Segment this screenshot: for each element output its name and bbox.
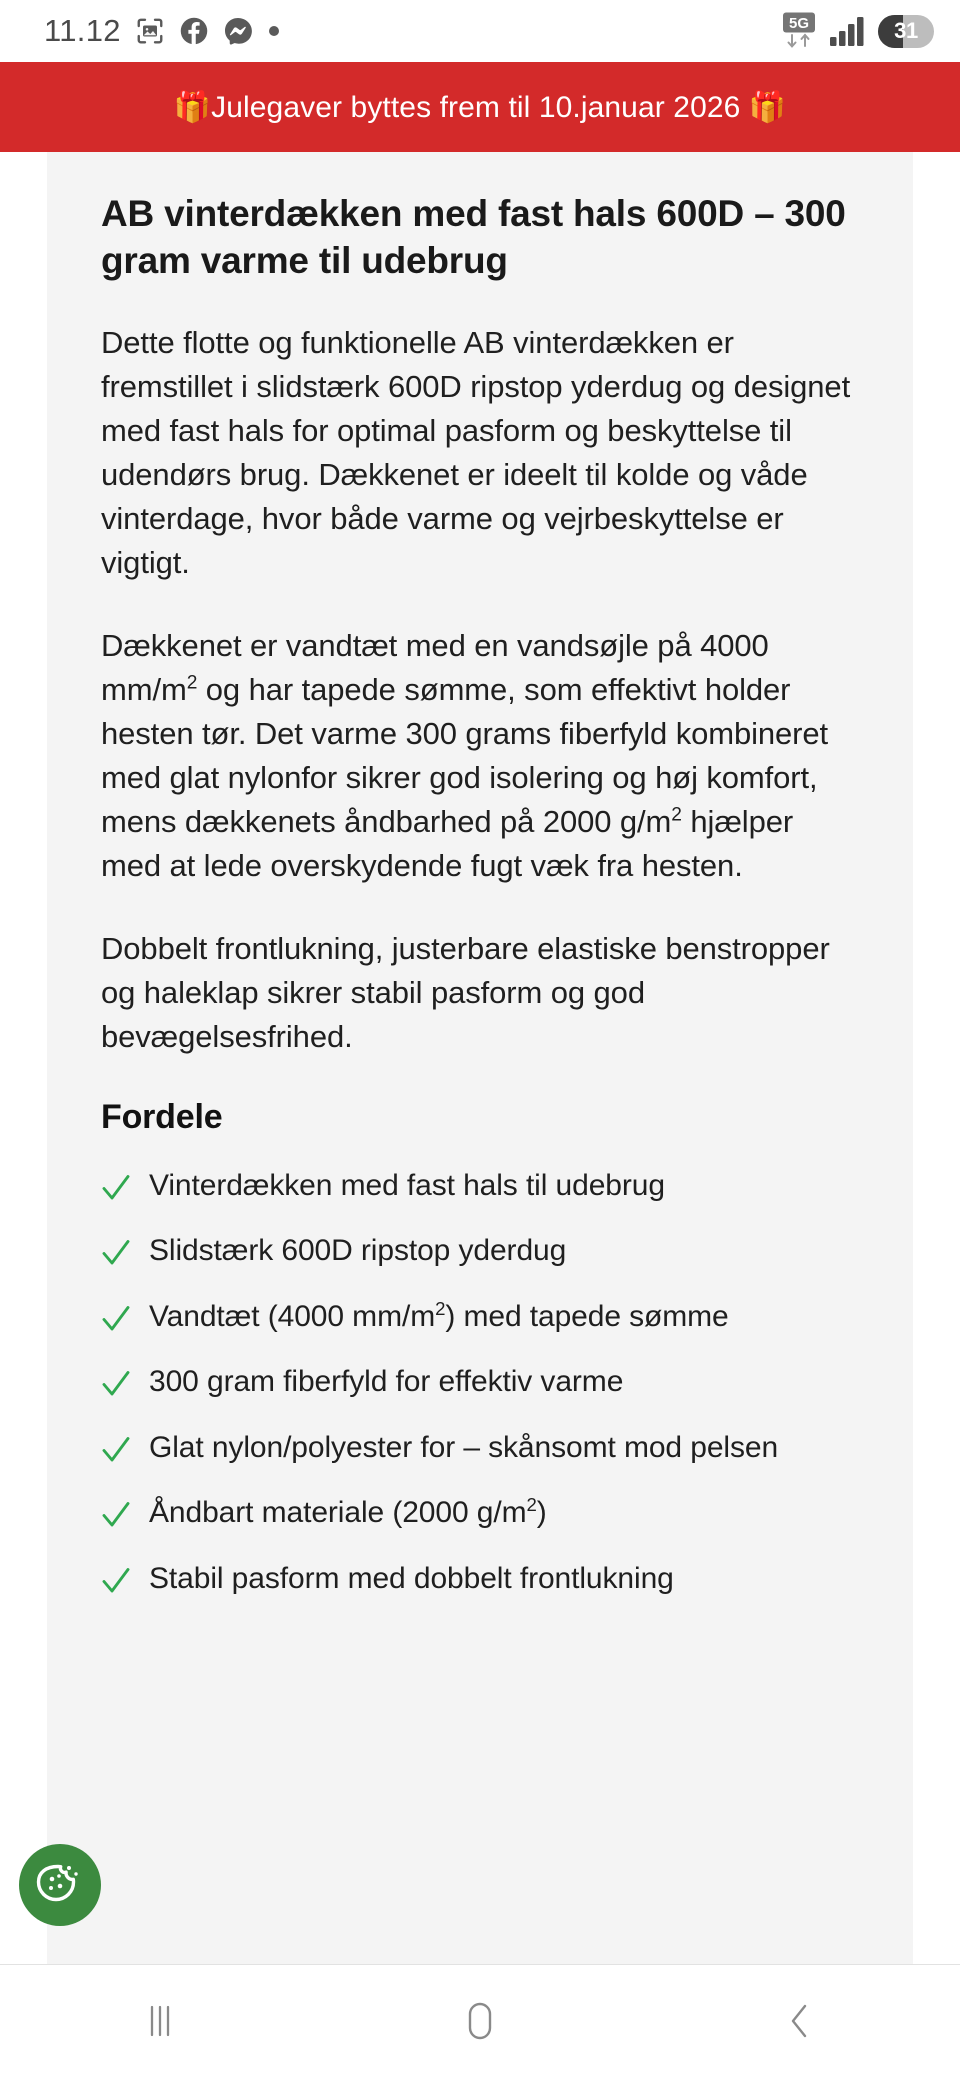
benefit-item (101, 1363, 859, 1401)
battery-level-label: 31 (894, 18, 918, 43)
facebook-icon (179, 16, 209, 46)
benefit-item (101, 1560, 859, 1598)
check-icon (101, 1170, 131, 1204)
benefit-label: 300 gram fiberfyld for effektiv varme (149, 1365, 624, 1399)
android-navigation-bar (0, 1964, 960, 2080)
signal-bars-icon (829, 15, 867, 47)
messenger-icon (223, 16, 253, 46)
product-paragraph-2: Dækkenet er vandtæt med en vandsøjle på 4000 $mm/m^2$ og har tapede sømme, som effektivt holder hesten tør. Det varme 300 grams fiberfyld kombineret med glat nylonfor sikrer god isolering og høj komfort, mens dækkenets åndbarhed på 2000 $g/m^2$ hjælper med at lede overskydende fugt væk fra hesten. (101, 627, 829, 883)
benefit-item (101, 1429, 859, 1467)
home-icon (458, 1997, 502, 2048)
screenshot-icon (135, 16, 165, 46)
benefit-label: Glat nylon/polyester for – skånsomt mod pelsen (149, 1430, 779, 1464)
recents-button[interactable] (80, 1965, 240, 2080)
home-button[interactable] (400, 1965, 560, 2080)
battery-icon (878, 15, 934, 48)
product-description-card (47, 152, 913, 1964)
benefits-list (101, 1167, 859, 1598)
back-icon (780, 1998, 820, 2047)
check-icon (101, 1432, 131, 1466)
benefit-label: Vandtæt (4000 $mm/m^2$) med tapede sømme (149, 1297, 729, 1333)
benefit-label: Stabil pasform med dobbelt frontlukning (149, 1561, 674, 1595)
status-bar-left (44, 13, 281, 49)
status-bar (0, 0, 960, 62)
benefit-label: Slidstærk 600D ripstop yderdug (149, 1234, 567, 1268)
product-paragraph-1: Dette flotte og funktionelle AB vinterdækken er fremstillet i slidstærk 600D ripstop yderdug og designet med fast hals for optimal pasform og beskyttelse til udendørs brug. Dækkenet er ideelt til kolde og våde vinterdage, hvor både varme og vejrbeskyttelse er vigtigt. (101, 324, 851, 580)
benefit-label: Åndbart materiale (2000 $g/m^2$) (149, 1494, 547, 1530)
benefit-item (101, 1298, 859, 1336)
promo-banner-text: 🎁Julegaver byttes frem til 10.januar 2026 🎁 (173, 90, 787, 124)
cookie-settings-button[interactable] (19, 1844, 101, 1926)
promo-banner[interactable] (0, 62, 960, 152)
check-icon (101, 1497, 131, 1531)
check-icon (101, 1563, 131, 1597)
page-scroll-area[interactable] (0, 152, 960, 1964)
benefit-label: Vinterdækken med fast hals til udebrug (149, 1168, 665, 1202)
benefit-item (101, 1494, 859, 1532)
5g-data-icon (780, 11, 818, 51)
check-icon (101, 1235, 131, 1269)
status-bar-clock: 11.12 (44, 13, 121, 48)
product-title: AB vinterdækken med fast hals 600D – 300 gram varme til udebrug (101, 193, 846, 282)
benefits-heading: Fordele (101, 1097, 223, 1136)
cookie-icon (35, 1859, 85, 1912)
recents-icon (140, 1999, 180, 2046)
product-paragraph-3: Dobbelt frontlukning, justerbare elastiske benstropper og haleklap sikrer stabil pasform og god bevægelsesfrihed. (101, 930, 830, 1054)
back-button[interactable] (720, 1965, 880, 2080)
check-icon (101, 1301, 131, 1335)
benefit-item (101, 1232, 859, 1270)
svg-text:5G: 5G (788, 15, 810, 32)
benefit-item (101, 1167, 859, 1205)
check-icon (101, 1366, 131, 1400)
status-bar-right (780, 11, 934, 51)
dot-icon (267, 24, 281, 38)
